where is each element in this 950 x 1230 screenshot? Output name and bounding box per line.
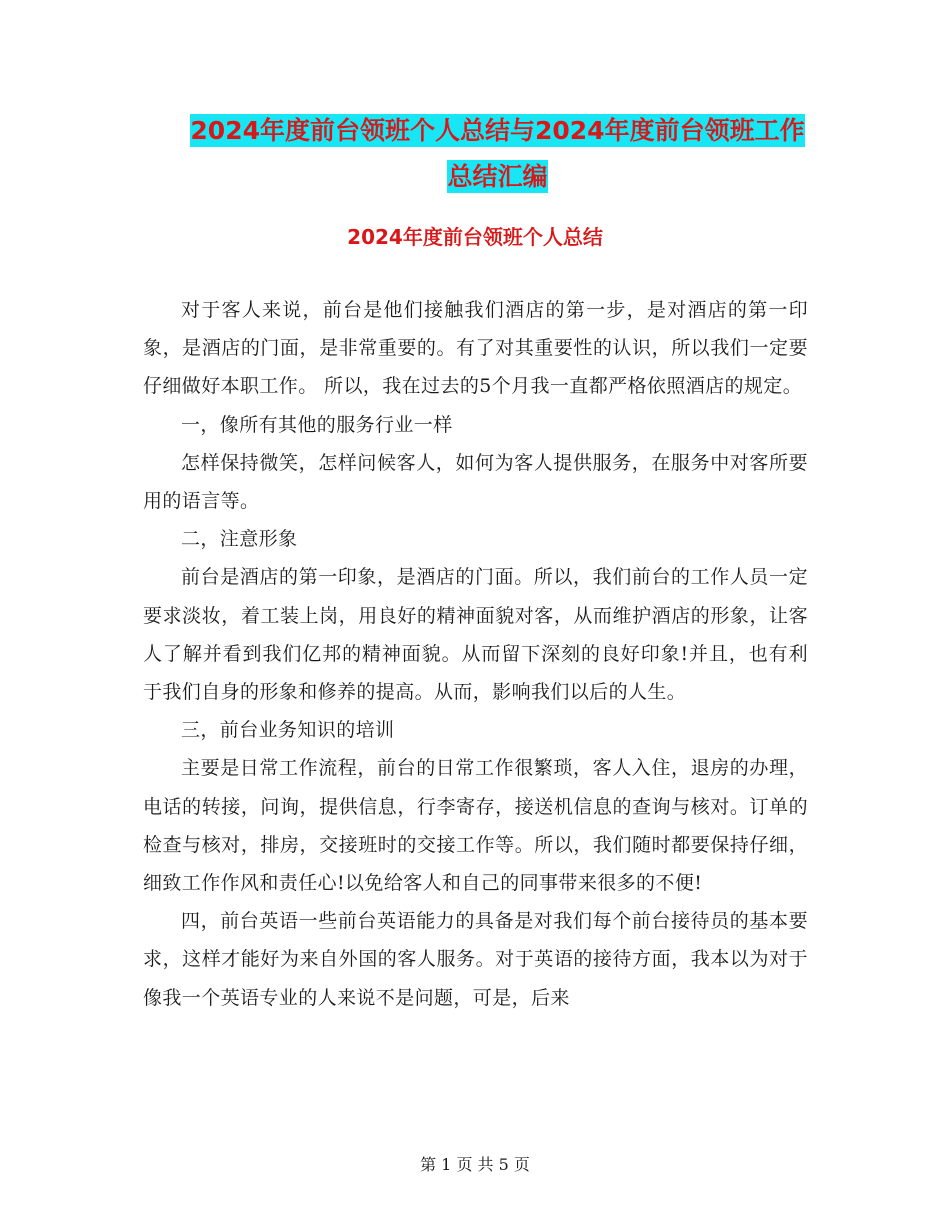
heading-point-3: 三，前台业务知识的培训 (181, 719, 395, 742)
paragraph-point-1: 怎样保持微笑，怎样问候客人，如何为客人提供服务，在服务中对客所要用的语言等。 (143, 451, 808, 513)
section-title: 2024年度前台领班个人总结 (347, 225, 603, 249)
page-footer: 第 1 页 共 5 页 (420, 1155, 530, 1174)
document-title (140, 108, 855, 200)
heading-point-2: 二，注意形象 (181, 528, 298, 551)
document-body (143, 291, 808, 1017)
document-title-line-1: 2024年度前台领班个人总结与2024年度前台领班工作 (190, 116, 805, 145)
document-title-line-2: 总结汇编 (447, 162, 548, 191)
paragraph-point-3: 主要是日常工作流程，前台的日常工作很繁琐，客人入住，退房的办理，电话的转接，问询，提供信息，行李寄存，接送机信息的查询与核对。订单的检查与核对，排房，交接班时的交接工作等。所以，我们随时都要保持仔细，细致工作作风和责任心!以免给客人和自己的同事带来很多的不便! (143, 757, 808, 895)
paragraph-point-4: 四，前台英语一些前台英语能力的具备是对我们每个前台接待员的基本要求，这样才能好为来自外国的客人服务。对于英语的接待方面，我本以为对于像我一个英语专业的人来说不是问题，可是，后来 (143, 910, 808, 1009)
heading-point-1: 一，像所有其他的服务行业一样 (181, 413, 453, 436)
paragraph-point-2: 前台是酒店的第一印象，是酒店的门面。所以，我们前台的工作人员一定要求淡妆，着工装上岗，用良好的精神面貌对客，从而维护酒店的形象，让客人了解并看到我们亿邦的精神面貌。从而留下深刻的良好印象!并且，也有利于我们自身的形象和修养的提高。从而，影响我们以后的人生。 (143, 566, 808, 704)
paragraph-intro: 对于客人来说，前台是他们接触我们酒店的第一步，是对酒店的第一印象，是酒店的门面，是非常重要的。有了对其重要性的认识，所以我们一定要仔细做好本职工作。 所以，我在过去的5个月我一直都严格依照酒店的规定。 (143, 299, 808, 398)
